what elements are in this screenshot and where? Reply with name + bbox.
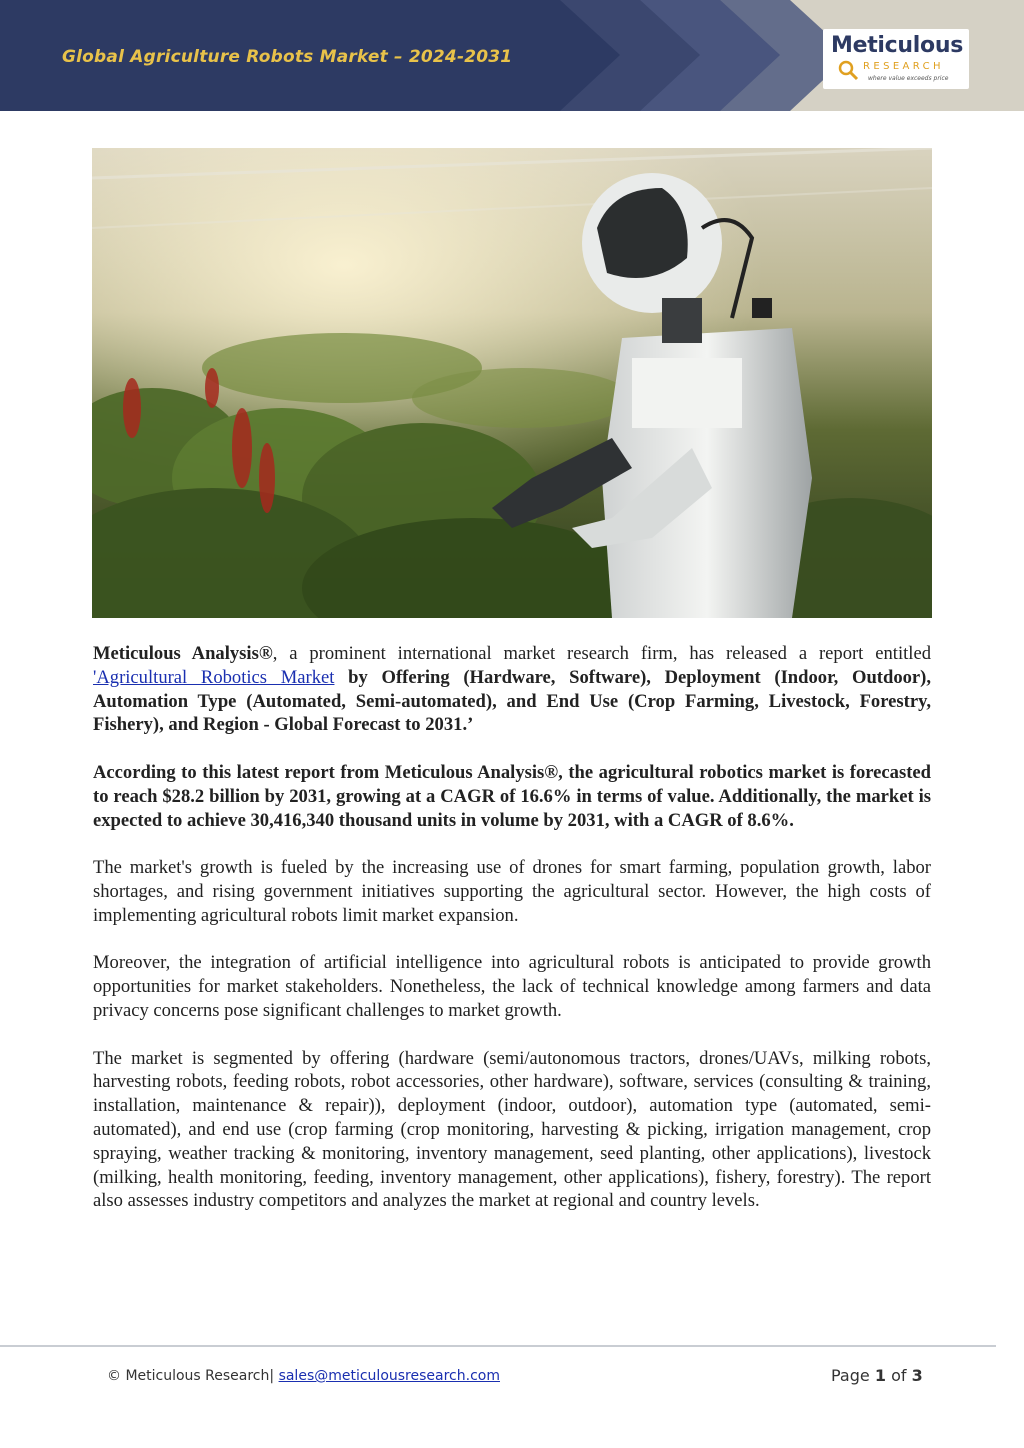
logo-subtitle: RESEARCH [863, 61, 944, 72]
hero-image [92, 148, 932, 618]
forecast-text: According to this latest report from Meticulous Analysis®, the agricultural robotics market is forecasted to reach $28.2 billion by 2031, growing at a CAGR of 16.6% in terms of value. Additionally, the market is expected to achieve 30,416,340 thousand units in volume by 2031, with a CAGR of 8.6%. [93, 761, 931, 831]
footer-divider [0, 1345, 996, 1347]
paragraph-segmentation: The market is segmented by offering (hardware (semi/autonomous tractors, drones/UAVs, milking robots, harvesting robots, feeding robots, robot accessories, other hardware), software, services (consulting & training, installation, maintenance & repair)), deployment (indoor, outdoor), automation type (automated, semi-automated), and end use (crop farming (crop monitoring, harvesting & picking, irrigation management, crop spraying, weather tracking & monitoring, inventory management, seed planting, other applications), livestock (milking, health monitoring, feeding, inventory management, other applications), fishery, forestry). The report also assesses industry competitors and analyzes the market at regional and country levels. [93, 1047, 931, 1212]
magnifier-icon [837, 59, 859, 81]
copyright-text: © Meticulous Research| [107, 1368, 275, 1384]
article-body [93, 642, 931, 1237]
company-name: Meticulous Analysis® [93, 643, 273, 664]
report-title-rest: by Offering (Hardware, Software), Deployment (Indoor, Outdoor), Automation Type (Automated, Semi-automated), and End Use (Crop Farming, Livestock, Forestry, Fishery), and Region - Global Forecast to 2031.’ [93, 666, 932, 736]
paragraph-opportunities: Moreover, the integration of artificial intelligence into agricultural robots is anticipated to provide growth opportunities for market stakeholders. Nonetheless, the lack of technical knowledge among farmers and data privacy concerns pose significant challenges to market growth. [93, 952, 931, 1021]
logo-tagline: where value exceeds price [868, 75, 949, 82]
company-logo [823, 29, 969, 89]
page-word: Page [831, 1366, 870, 1385]
page-current: 1 [874, 1366, 886, 1385]
page-of: of [891, 1366, 907, 1385]
footer-contact [107, 1368, 500, 1384]
intro-text: , a prominent international market research firm, has released a report entitled [272, 643, 931, 664]
page-number [831, 1366, 923, 1385]
page-total: 3 [911, 1366, 923, 1385]
logo-wordmark: Meticulous [831, 33, 963, 58]
robot-in-greenhouse-icon [92, 148, 932, 618]
report-link[interactable]: 'Agricultural Robotics Market [93, 666, 335, 688]
paragraph-drivers: The market's growth is fueled by the increasing use of drones for smart farming, population growth, labor shortages, and rising government initiatives supporting the agricultural sector. However, the high costs of implementing agricultural robots limit market expansion. [93, 857, 931, 926]
page-header [0, 0, 1024, 111]
paragraph-intro [93, 642, 931, 737]
paragraph-forecast [93, 761, 931, 832]
document-title: Global Agriculture Robots Market – 2024-2031 [62, 47, 513, 67]
email-link[interactable]: sales@meticulousresearch.com [278, 1368, 500, 1384]
